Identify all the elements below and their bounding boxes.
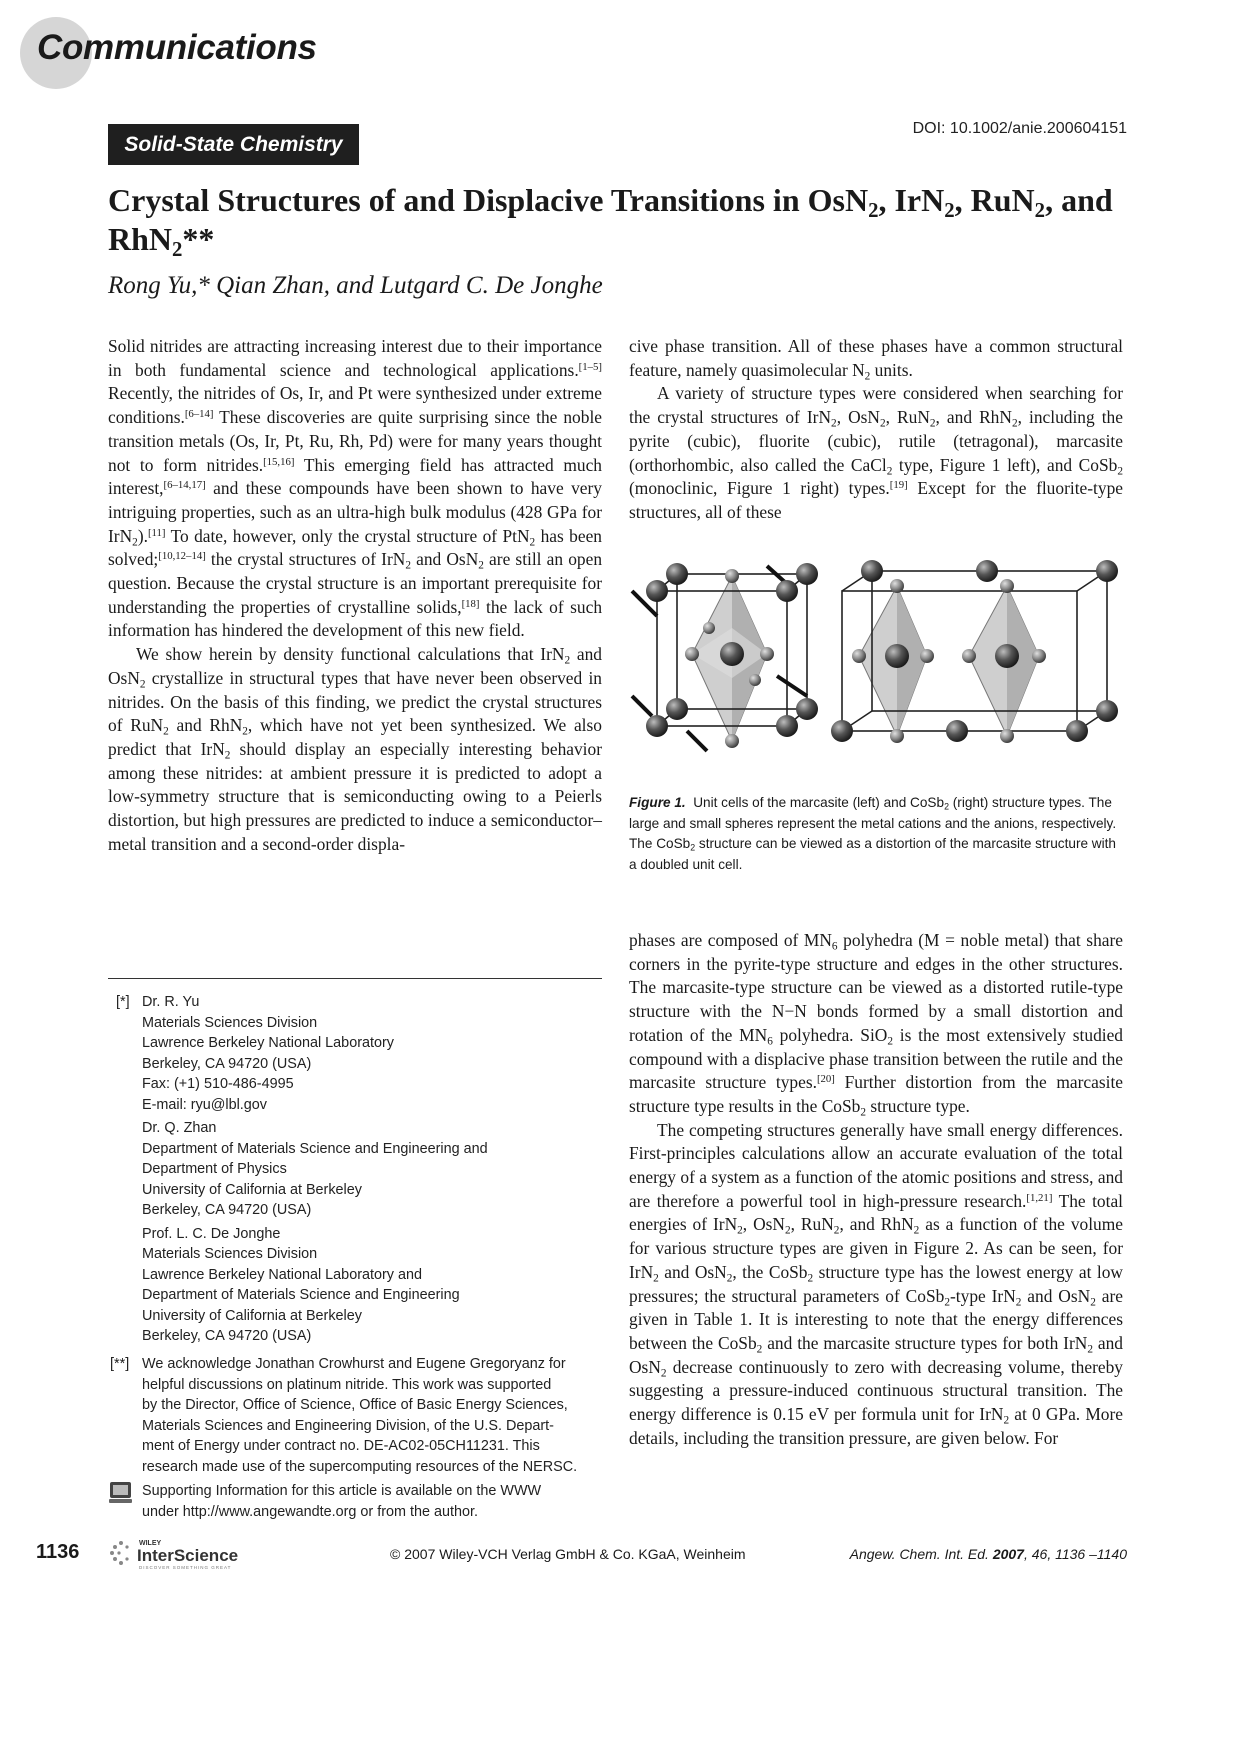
affiliation-de-jonghe: Prof. L. C. De Jonghe Materials Sciences Division Lawrence Berkeley National Laboratory and Department of Materials Science and Engineering University of California at Berkeley Berkeley, CA 94720 (USA)	[142, 1225, 460, 1344]
body-paragraph: Solid nitrides are attracting increasing interest due to their importance in both fundamental science and technological applications.[1–5] Recently, the nitrides of Os, Ir, and Pt were synthesized under extreme conditions.[6–14] These discoveries are quite surprising since the noble transition metals (Os, Ir, Pt, Ru, Rh, Pd) were for many years thought not to form nitrides.[15,16] This emerging field has attracted much interest,[6–14,17] and these compounds have been shown to have very intriguing properties, such as an ultra-high bulk modulus (428 GPa for IrN$_2$).[11] To date, however, only the crystal structure of PtN$_2$ has been solved;[10,12–14] the crystal structures of IrN$_2$ and OsN$_2$ are still an open question. Because the crystal structure is an important prerequisite for understanding the properties of crystalline solids,[18] the lack of such information has hindered the development of this new field.	[108, 336, 603, 641]
page-number: 1136	[36, 1541, 80, 1563]
article-authors: Rong Yu,* Qian Zhan, and Lutgard C. De Jonghe	[108, 272, 603, 299]
logo-wiley-text: WILEY	[139, 1540, 162, 1547]
supporting-info-link[interactable]: under http://www.angewandte.org or from the author.	[142, 1503, 478, 1520]
body-column-right-bottom	[629, 929, 1123, 1450]
subject-tag: Solid-State Chemistry	[108, 124, 359, 165]
journal-citation: Angew. Chem. Int. Ed. 2007, 46, 1136 –1140	[849, 1546, 1127, 1562]
copyright-notice: © 2007 Wiley-VCH Verlag GmbH & Co. KGaA, Weinheim	[390, 1546, 746, 1562]
body-paragraph: phases are composed of $MN_6$ polyhedra (M = noble metal) that share corners in the pyrite-type structure and edges in the other structures. The marcasite-type structure can be viewed as a distorted rutile-type structure with the N−N bonds formed by a small distortion and rotation of the $MN_6$ polyhedra. SiO$_2$ is the most extensively studied compound with a displacive phase transition between the rutile and the marcasite structure types.[20] Further distortion from the marcasite structure type results in the CoSb$_2$ structure type.	[629, 930, 1124, 1119]
logo-tagline: DISCOVER SOMETHING GREAT	[139, 1565, 232, 1570]
affiliation-yu: Dr. R. Yu Materials Sciences Division Lawrence Berkeley National Laboratory Berkeley, CA 94720 (USA) Fax: (+1) 510-486-4995 E-mail: ryu@lbl.gov	[142, 992, 602, 1115]
wiley-interscience-logo	[107, 1537, 272, 1571]
marcasite-unit-cell	[632, 563, 818, 751]
figure-1-caption	[629, 793, 1125, 875]
cosb2-unit-cell	[831, 560, 1118, 743]
caption-text: Unit cells of the marcasite (left) and CoSb$_2$ (right) structure types. The large and small spheres represent the metal cations and the anions, respectively. The CoSb$_2$ structure can be viewed as a distortion of the marcasite structure with a doubled unit cell.	[629, 795, 1117, 872]
footnote-mark: [*]	[116, 994, 130, 1010]
figure-1-crystal-structures	[627, 556, 1125, 764]
section-heading: Communications	[37, 28, 317, 67]
supporting-information-note: Supporting Information for this article is available on the WWW under http://www.angewandte.org or from the author.	[108, 1481, 602, 1522]
article-title: Crystal Structures of and Displacive Transitions in OsN$_2$, IrN$_2$, RuN$_2$, and RhN$_2$**	[108, 182, 1113, 262]
author-email[interactable]: E-mail: ryu@lbl.gov	[142, 1096, 267, 1113]
body-paragraph: cive phase transition. All of these phases have a common structural feature, namely quasimolecular $N_2$ units.	[629, 336, 1123, 383]
footnote-rule	[108, 978, 602, 979]
footnote-affiliations	[108, 992, 602, 1347]
figure-label: Figure 1.	[629, 795, 686, 810]
body-paragraph: A variety of structure types were considered when searching for the crystal structures of IrN$_2$, OsN$_2$, RuN$_2$, and RhN$_2$, including the pyrite (cubic), fluorite (cubic), rutile (tetragonal), marcasite (orthorhombic, also called the CaCl$_2$ type, Figure 1 left), and CoSb$_2$ (monoclinic, Figure 1 right) types.[19] Except for the fluorite-type structures, all of these	[629, 383, 1124, 522]
doi[interactable]: DOI: 10.1002/anie.200604151	[912, 120, 1127, 137]
body-column-left	[108, 335, 602, 856]
body-paragraph: The competing structures generally have small energy differences. First-principles calculations allow an accurate evaluation of the total energy of a system as a function of the atomic positions and stress, and are therefore a powerful tool in high-pressure research.[1,21] The total energies of IrN$_2$, OsN$_2$, RuN$_2$, and RhN$_2$ as a function of the volume for various structure types are given in Figure 2. As can be seen, for IrN$_2$ and OsN$_2$, the CoSb$_2$ structure type has the lowest energy at low pressures; the structural parameters of CoSb$_2$-type IrN$_2$ and OsN$_2$ are given in Table 1. It is interesting to note that the energy differences between the CoSb$_2$ and the marcasite structure types for both IrN$_2$ and OsN$_2$ decrease continuously to zero with decreasing volume, thereby suggesting a pressure-induced continuous structural transition. The energy difference is 0.15 eV per formula unit for IrN$_2$ at 0 GPa. More details, including the transition pressure, are given below. For	[629, 1119, 1124, 1448]
body-paragraph: We show herein by density functional calculations that IrN$_2$ and OsN$_2$ crystallize in structural types that have never been observed in nitrides. On the basis of this finding, we predict the crystal structures of RuN$_2$ and RhN$_2$, which have not yet been synthesized. We also predict that IrN$_2$ should display an especially interesting behavior among these nitrides: at ambient pressure it is predicted to adopt a low-symmetry structure that is semiconducting owing to a Peierls distortion, but high pressures are predicted to induce a semiconductor–metal transition and a second-order displa-	[108, 644, 602, 854]
footnote-mark: [**]	[110, 1356, 130, 1372]
body-column-right-top	[629, 335, 1123, 525]
logo-interscience-text: InterScience	[137, 1546, 239, 1565]
footnote-acknowledgment: [**] We acknowledge Jonathan Crowhurst and Eugene Gregoryanz for helpful discussions on platinum nitride. This work was supported by the Director, Office of Science, Office of Basic Energy Sciences, Materials Sciences and Engineering Division, of the U.S. Depart- ment of Energy under contract no. DE-AC02-05CH11231. This research made use of the supercomputing resources of the NERSC.	[110, 1356, 578, 1475]
affiliation-zhan: Dr. Q. Zhan Department of Materials Science and Engineering and Department of Physics University of California at Berkeley Berkeley, CA 94720 (USA)	[142, 1120, 488, 1218]
